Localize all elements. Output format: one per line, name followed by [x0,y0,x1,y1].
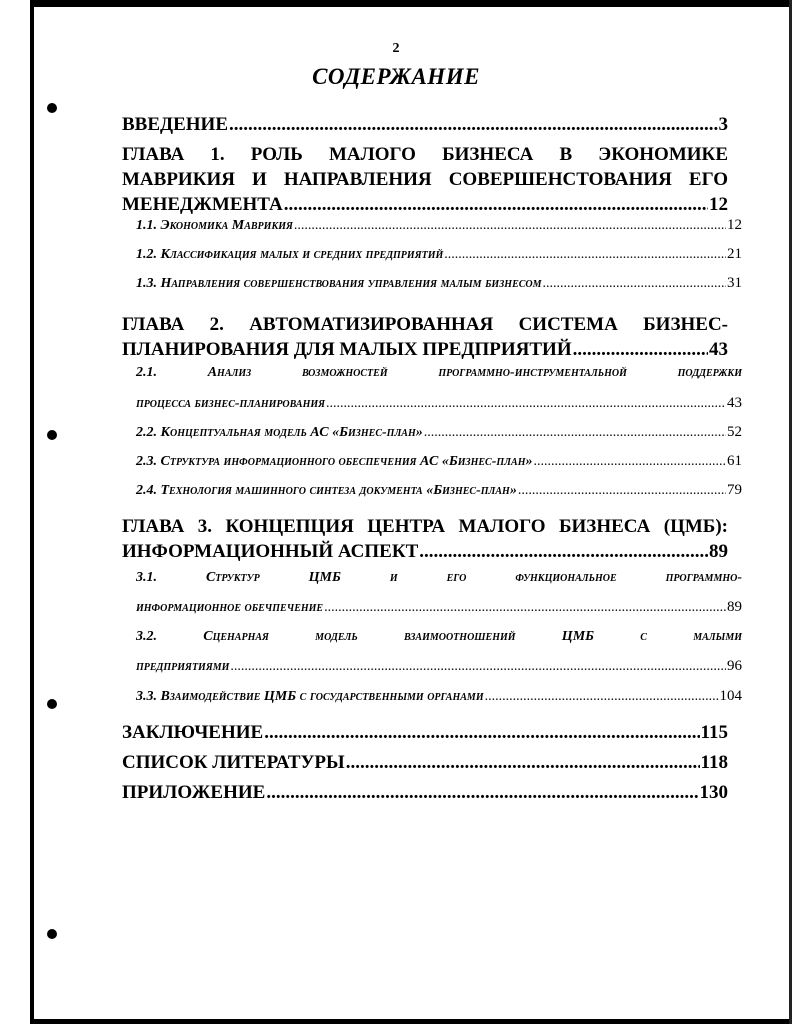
toc-entry-page: 89 [709,541,728,562]
toc-entry-label: процесса бизнес-планирования [136,396,326,411]
toc-entry-label: 3.1. Структур ЦМБ и его функциональное программно- [136,570,742,585]
toc-entry-label: ПРИЛОЖЕНИЕ [122,782,266,803]
toc-entry-label: СПИСОК ЛИТЕРАТУРЫ [122,752,345,773]
toc-entry-page: 89 [727,599,742,615]
dot-leader [264,721,699,745]
dot-leader [326,394,726,414]
toc-entry-page: 115 [700,722,728,743]
toc-entry-label: 2.1. Анализ возможностей программно-инструментальной поддержки [136,365,742,380]
toc-entry-appendix[interactable] [122,781,728,805]
toc-chapter-title-line: ПЛАНИРОВАНИЯ ДЛЯ МАЛЫХ ПРЕДПРИЯТИЙ [122,339,572,360]
toc-subsection[interactable] [122,568,742,618]
dot-leader [424,423,726,443]
toc-entry-label: ЗАКЛЮЧЕНИЕ [122,722,264,743]
dot-leader [294,216,726,236]
toc-entry-page: 31 [727,275,742,291]
toc-chapter-title-line: МЕНЕДЖМЕНТА [122,194,283,215]
punch-hole-mark [47,699,57,709]
toc-entry-page: 12 [727,217,742,233]
toc-entry-page: 52 [727,424,742,440]
toc-entry-label: 3.3. Взаимодействие ЦМБ с государственными органами [136,689,484,704]
toc-entry-page: 118 [700,752,728,773]
dot-leader [230,657,726,677]
toc-entry-label: 1.1. Экономика Маврикия [136,218,293,233]
scan-border-bottom [30,1019,792,1024]
toc-subsection[interactable] [122,244,742,265]
toc-entry-label: 2.4. Технология машинного синтеза документа «Бизнес-план» [136,483,517,498]
dot-leader [229,113,718,137]
dot-leader [284,192,708,217]
toc-entry-page: 43 [709,339,728,360]
toc-subsection[interactable] [122,480,742,501]
scan-border-left [30,0,34,1024]
toc-chapter-title-line: МАВРИКИЯ И НАПРАВЛЕНИЯ СОВЕРШЕНСТОВАНИЯ ЕГО [122,169,728,190]
toc-chapter-title-line: ГЛАВА 1. РОЛЬ МАЛОГО БИЗНЕСА В ЭКОНОМИКЕ [122,144,728,165]
toc-entry-label: предприятиями [136,659,230,674]
toc-entry-page: 61 [727,453,742,469]
toc-chapter-1[interactable] [122,142,728,217]
dot-leader [533,452,726,472]
toc-subsection[interactable] [122,451,742,472]
toc-entry-page: 3 [718,114,728,135]
toc-entry-label: 1.3. Направления совершенствования управления малым бизнесом [136,276,542,291]
toc-chapter-title-line: ИНФОРМАЦИОННЫЙ АСПЕКТ [122,541,419,562]
toc-entry-label: 2.3. Структура информационного обеспечения АС «Бизнес-план» [136,454,533,469]
toc-entry-conclusion[interactable] [122,721,728,745]
toc-entry-page: 130 [699,782,728,803]
toc-entry-label: 3.2. Сценарная модель взаимоотношений ЦМБ с малыми [136,629,742,644]
punch-hole-mark [47,430,57,440]
toc-chapter-title-line: ГЛАВА 3. КОНЦЕПЦИЯ ЦЕНТРА МАЛОГО БИЗНЕСА (ЦМБ): [122,516,728,537]
dot-leader [573,337,708,362]
toc-subsection[interactable] [122,215,742,236]
toc-chapter-2[interactable] [122,312,728,362]
toc-entry-label: 1.2. Классификация малых и средних предприятий [136,247,444,262]
dot-leader [543,274,726,294]
dot-leader [444,245,726,265]
toc-chapter-title-line: ГЛАВА 2. АВТОМАТИЗИРОВАННАЯ СИСТЕМА БИЗНЕС- [122,314,728,335]
dot-leader [324,598,726,618]
toc-entry-label: информационное обечпечение [136,600,324,615]
dot-leader [346,751,700,775]
toc-subsection[interactable] [122,627,742,677]
punch-hole-mark [47,929,57,939]
toc-subsection[interactable] [122,686,742,707]
toc-entry-page: 21 [727,246,742,262]
toc-subsection[interactable] [122,422,742,443]
punch-hole-mark [47,103,57,113]
scan-border-top [30,0,792,7]
toc-subsection[interactable] [122,273,742,294]
toc-entry-page: 79 [727,482,742,498]
toc-chapter-3[interactable] [122,514,728,564]
toc-entry-page: 43 [727,395,742,411]
toc-entry-page: 96 [727,658,742,674]
toc-entry-intro[interactable] [122,113,728,137]
toc-entry-literature[interactable] [122,751,728,775]
dot-leader [266,781,698,805]
toc-entry-page: 12 [709,194,728,215]
page-title: СОДЕРЖАНИЕ [312,64,480,89]
toc-entry-label: 2.2. Концептуальная модель АС «Бизнес-план» [136,425,423,440]
dot-leader [419,539,708,564]
toc-entry-page: 104 [719,688,742,704]
toc-subsection[interactable] [122,363,742,414]
toc-entry-label: ВВЕДЕНИЕ [122,114,228,135]
dot-leader [518,481,726,501]
page-number: 2 [392,41,400,56]
dot-leader [485,687,719,707]
